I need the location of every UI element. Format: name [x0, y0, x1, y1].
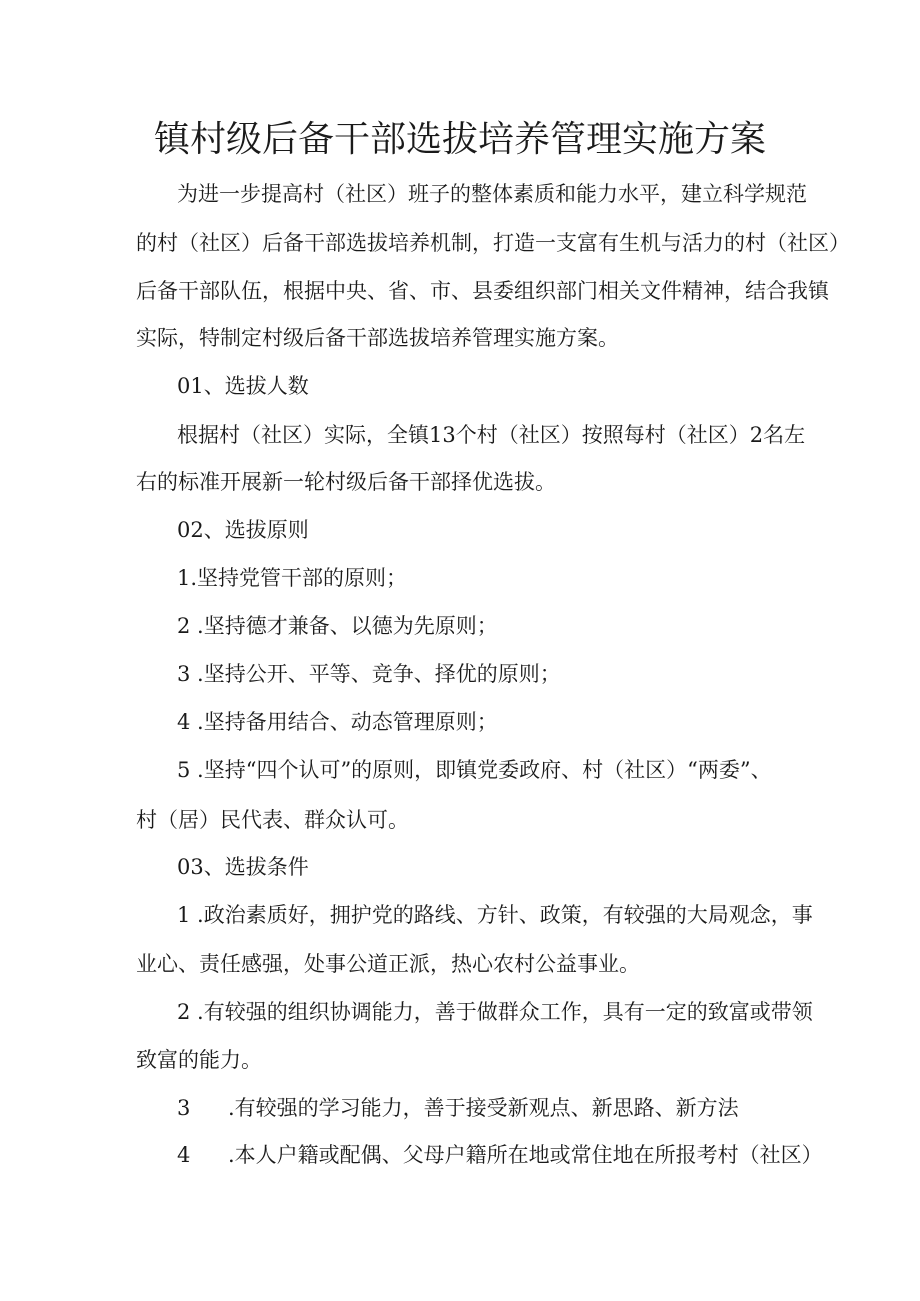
condition-item-3-number: 3 [177, 1096, 191, 1120]
condition-item-4-text: .本人户籍或配偶、父母户籍所在地或常住地在所报考村（社区） [228, 1143, 823, 1167]
intro-line-4: 实际，特制定村级后备干部选拔培养管理实施方案。 [136, 326, 619, 350]
principle-item-2: 2 .坚持德才兼备、以德为先原则； [177, 614, 498, 638]
intro-line-2: 的村（社区）后备干部选拔培养机制，打造一支富有生机与活力的村（社区） [136, 231, 850, 255]
principle-item-1: 1.坚持党管干部的原则； [177, 566, 408, 590]
intro-line-1: 为进一步提高村（社区）班子的整体素质和能力水平，建立科学规范 [177, 182, 807, 206]
intro-line-3: 后备干部队伍，根据中央、省、市、县委组织部门相关文件精神，结合我镇 [136, 279, 829, 303]
condition-item-4-number: 4 [177, 1143, 191, 1167]
section1-line-1: 根据村（社区）实际，全镇13个村（社区）按照每村（社区）2名左 [177, 423, 806, 447]
condition-item-1-line-2: 业心、责任感强，处事公道正派，热心农村公益事业。 [136, 952, 640, 976]
condition-item-2-line-2: 致富的能力。 [136, 1048, 262, 1072]
principle-item-5-line-1: 5 .坚持“四个认可”的原则，即镇党委政府、村（社区）“两委”、 [177, 758, 772, 782]
condition-item-2-line-1: 2 .有较强的组织协调能力，善于做群众工作，具有一定的致富或带领 [177, 1000, 813, 1024]
section-heading-1: 01、选拔人数 [177, 374, 309, 398]
document-title: 镇村级后备干部选拔培养管理实施方案 [153, 119, 766, 160]
section-heading-2: 02、选拔原则 [177, 518, 309, 542]
principle-item-5-line-2: 村（居）民代表、群众认可。 [136, 808, 409, 832]
principle-item-4: 4 .坚持备用结合、动态管理原则； [177, 710, 498, 734]
condition-item-3-text: .有较强的学习能力，善于接受新观点、新思路、新方法 [228, 1096, 739, 1120]
principle-item-3: 3 .坚持公开、平等、竞争、择优的原则； [177, 662, 561, 686]
section1-line-2: 右的标准开展新一轮村级后备干部择优选拔。 [136, 470, 556, 494]
condition-item-1-line-1: 1 .政治素质好，拥护党的路线、方针、政策，有较强的大局观念，事 [177, 903, 813, 927]
section-heading-3: 03、选拔条件 [177, 855, 309, 879]
